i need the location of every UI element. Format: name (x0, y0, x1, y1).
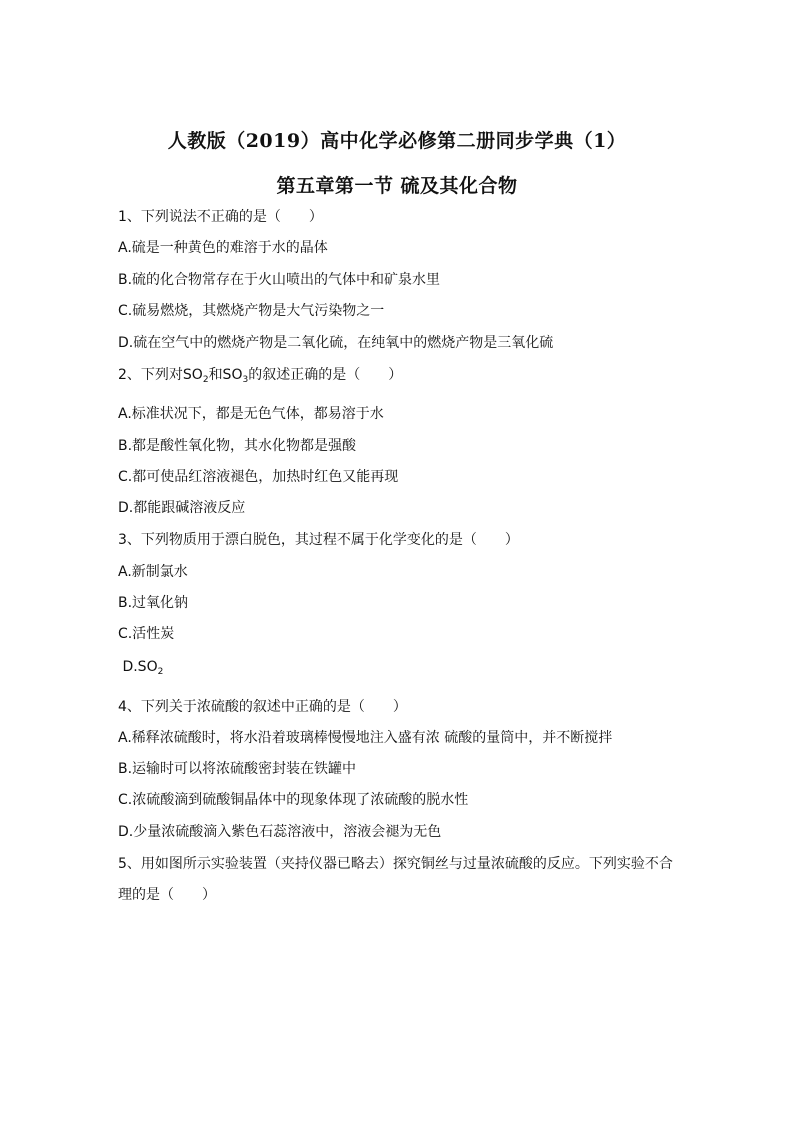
section-title: 第五章第一节 硫及其化合物 (276, 175, 518, 197)
question-4-option-a: A.稀释浓硫酸时，将水沿着玻璃棒慢慢地注入盛有浓 硫酸的量筒中，并不断搅拌 (118, 730, 613, 746)
subscript-2: 2 (202, 375, 209, 385)
question-1-stem: 1、下列说法不正确的是（ ） (118, 209, 323, 225)
question-3-option-d (118, 659, 163, 677)
question-2-option-a: A.标准状况下，都是无色气体，都易溶于水 (118, 406, 384, 422)
question-2-stem-part-1: 2、下列对SO (118, 367, 203, 383)
question-4-option-c: C.浓硫酸滴到硫酸铜晶体中的现象体现了浓硫酸的脱水性 (118, 792, 469, 808)
question-3-stem: 3、下列物质用于漂白脱色，其过程不属于化学变化的是（ ） (118, 532, 519, 548)
subscript-3: 3 (242, 375, 249, 385)
question-3-option-b: B.过氧化钠 (118, 595, 189, 611)
question-3-option-d-text: D.SO (118, 659, 158, 675)
question-2-stem-part-3: 的叙述正确的是（ ） (248, 367, 403, 383)
question-2-option-b: B.都是酸性氧化物，其水化物都是强酸 (118, 438, 357, 454)
question-3-option-a: A.新制氯水 (118, 564, 188, 580)
question-2-option-c: C.都可使品红溶液褪色，加热时红色又能再现 (118, 469, 399, 485)
question-1-option-c: C.硫易燃烧，其燃烧产物是大气污染物之一 (118, 303, 385, 319)
question-4-stem: 4、下列关于浓硫酸的叙述中正确的是（ ） (118, 699, 407, 715)
question-3-option-c: C.活性炭 (118, 626, 175, 642)
question-5-stem-line-2: 理的是（ ） (118, 887, 216, 903)
question-4-option-b: B.运输时可以将浓硫酸密封装在铁罐中 (118, 761, 357, 777)
subscript-2: 2 (157, 667, 164, 677)
question-1-option-d: D.硫在空气中的燃烧产物是二氧化硫，在纯氧中的燃烧产物是三氧化硫 (118, 335, 554, 351)
question-1-option-b: B.硫的化合物常存在于火山喷出的气体中和矿泉水里 (118, 272, 441, 288)
question-2-stem (118, 364, 402, 385)
document-title: 人教版（2019）高中化学必修第二册同步学典（1） (167, 130, 627, 152)
question-1-option-a: A.硫是一种黄色的难溶于水的晶体 (118, 240, 328, 256)
question-5-stem-line-1: 5、用如图所示实验装置（夹持仪器已略去）探究铜丝与过量浓硫酸的反应。下列实验不合 (118, 856, 673, 872)
question-2-stem-part-2: 和SO (208, 367, 243, 383)
question-2-option-d: D.都能跟碱溶液反应 (118, 500, 246, 516)
question-4-option-d: D.少量浓硫酸滴入紫色石蕊溶液中，溶液会褪为无色 (118, 824, 442, 840)
